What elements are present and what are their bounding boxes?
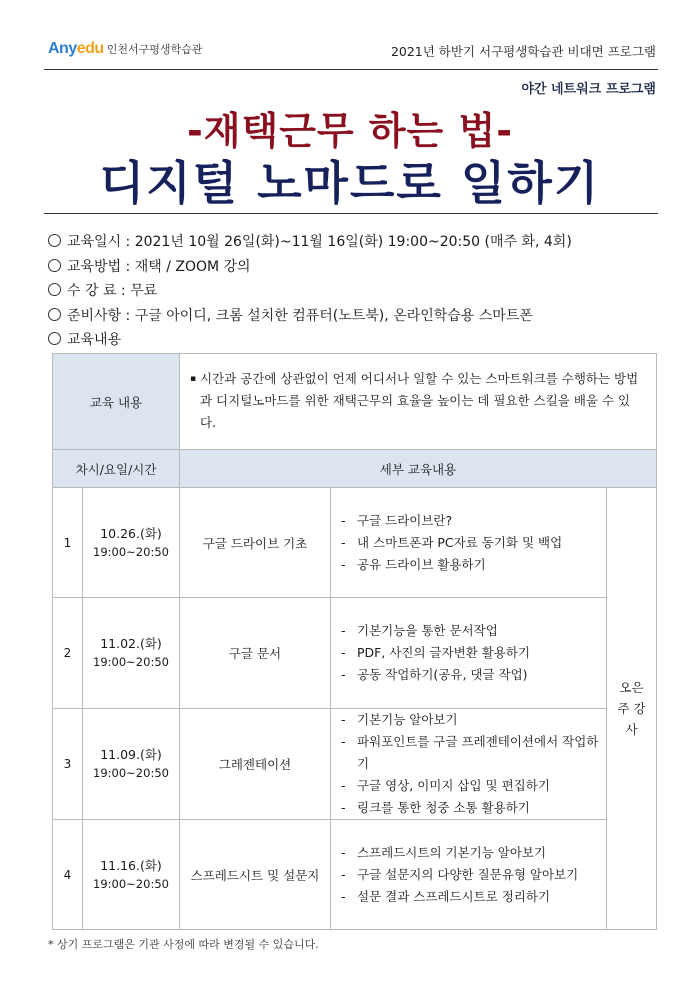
square-bullet-icon: ▪	[190, 374, 197, 384]
list-item: - 기본기능 알아보기	[341, 712, 458, 727]
info-item-contents: 교육내용	[48, 328, 668, 353]
subhead: 야간 네트워크 프로그램	[521, 82, 656, 97]
circle-bullet-icon	[48, 308, 61, 321]
session-when: 11.09.(화) 19:00~20:50	[83, 709, 180, 820]
content-label: 교육 내용	[53, 354, 180, 450]
logo-any-text: Any	[48, 40, 77, 57]
title-line-1: -재택근무 하는 법-	[187, 109, 513, 153]
info-item-schedule: 교육일시 : 2021년 10월 26일(화)~11월 16일(화) 19:00~20:50 (매주 화, 4회)	[48, 230, 668, 255]
footnote: * 상기 프로그램은 기관 사정에 따라 변경될 수 있습니다.	[48, 938, 319, 951]
list-item: - 구글 설문지의 다양한 질문유형 알아보기	[341, 866, 579, 882]
table-row	[53, 598, 657, 709]
session-topic: 구글 드라이브 기초	[180, 488, 331, 598]
session-number: 2	[53, 598, 83, 709]
info-list	[48, 230, 668, 353]
info-item-preparation: 준비사항 : 구글 아이디, 크롬 설치한 컴퓨터(노트북), 온라인학습용 스마트폰	[48, 304, 668, 329]
circle-bullet-icon	[48, 259, 61, 272]
list-item: - 구글 영상, 이미지 삽입 및 편집하기	[341, 778, 550, 793]
session-number: 4	[53, 820, 83, 930]
header-session: 차시/요일/시간	[53, 450, 180, 488]
list-item: - 스프레드시트의 기본기능 알아보기	[341, 844, 547, 860]
header-details: 세부 교육내용	[180, 450, 657, 488]
session-details	[331, 598, 607, 709]
table-row	[53, 820, 657, 930]
session-number: 3	[53, 709, 83, 820]
table-row	[53, 354, 657, 450]
table-row	[53, 488, 657, 598]
session-when: 10.26.(화) 19:00~20:50	[83, 488, 180, 598]
content-description: ▪ 시간과 공간에 상관없이 언제 어디서나 일할 수 있는 스마트워크를 수행하는 방법과 디지털노마드를 위한 재택근무의 효율을 높이는 데 필요한 스킬을 배울 수 있다.	[180, 354, 657, 450]
list-item: - 설문 결과 스프레드시트로 정리하기	[341, 888, 551, 904]
info-item-method: 교육방법 : 재택 / ZOOM 강의	[48, 255, 668, 280]
session-topic: 스프레드시트 및 설문지	[180, 820, 331, 930]
list-item: - 기본기능을 통한 문서작업	[341, 623, 498, 638]
circle-bullet-icon	[48, 332, 61, 345]
session-when: 11.02.(화) 19:00~20:50	[83, 598, 180, 709]
session-details	[331, 709, 607, 820]
title-line-2: 디지털 노마드로 일하기	[99, 156, 601, 210]
list-item: - 구글 드라이브란?	[341, 512, 453, 528]
list-item: - 공동 작업하기(공유, 댓글 작업)	[341, 667, 528, 682]
logo-edu-text: edu	[76, 40, 104, 57]
circle-bullet-icon	[48, 283, 61, 296]
info-item-fee: 수 강 료 : 무료	[48, 279, 668, 304]
title-divider	[44, 213, 658, 214]
table-row	[53, 709, 657, 820]
table-header-row	[53, 450, 657, 488]
list-item: - 파워포인트를 구글 프레젠테이션에서 작업하기	[341, 734, 599, 771]
logo-org-name: 인천서구평생학습관	[106, 43, 203, 56]
logo	[48, 40, 202, 58]
circle-bullet-icon	[48, 234, 61, 247]
session-number: 1	[53, 488, 83, 598]
session-details	[331, 820, 607, 930]
session-topic: 그레젠테이션	[180, 709, 331, 820]
session-when: 11.16.(화) 19:00~20:50	[83, 820, 180, 930]
list-item: - 내 스마트폰과 PC자료 동기화 및 백업	[341, 534, 563, 550]
header-divider	[44, 69, 658, 70]
session-details	[331, 488, 607, 598]
list-item: - 공유 드라이브 활용하기	[341, 556, 486, 572]
list-item: - PDF, 사진의 글자변환 활용하기	[341, 645, 531, 660]
program-label: 2021년 하반기 서구평생학습관 비대면 프로그램	[390, 44, 656, 59]
schedule-table	[52, 353, 657, 930]
list-item: - 링크를 통한 청중 소통 활용하기	[341, 800, 530, 815]
session-topic: 구글 문서	[180, 598, 331, 709]
instructor: 오은주 강사	[607, 488, 657, 930]
